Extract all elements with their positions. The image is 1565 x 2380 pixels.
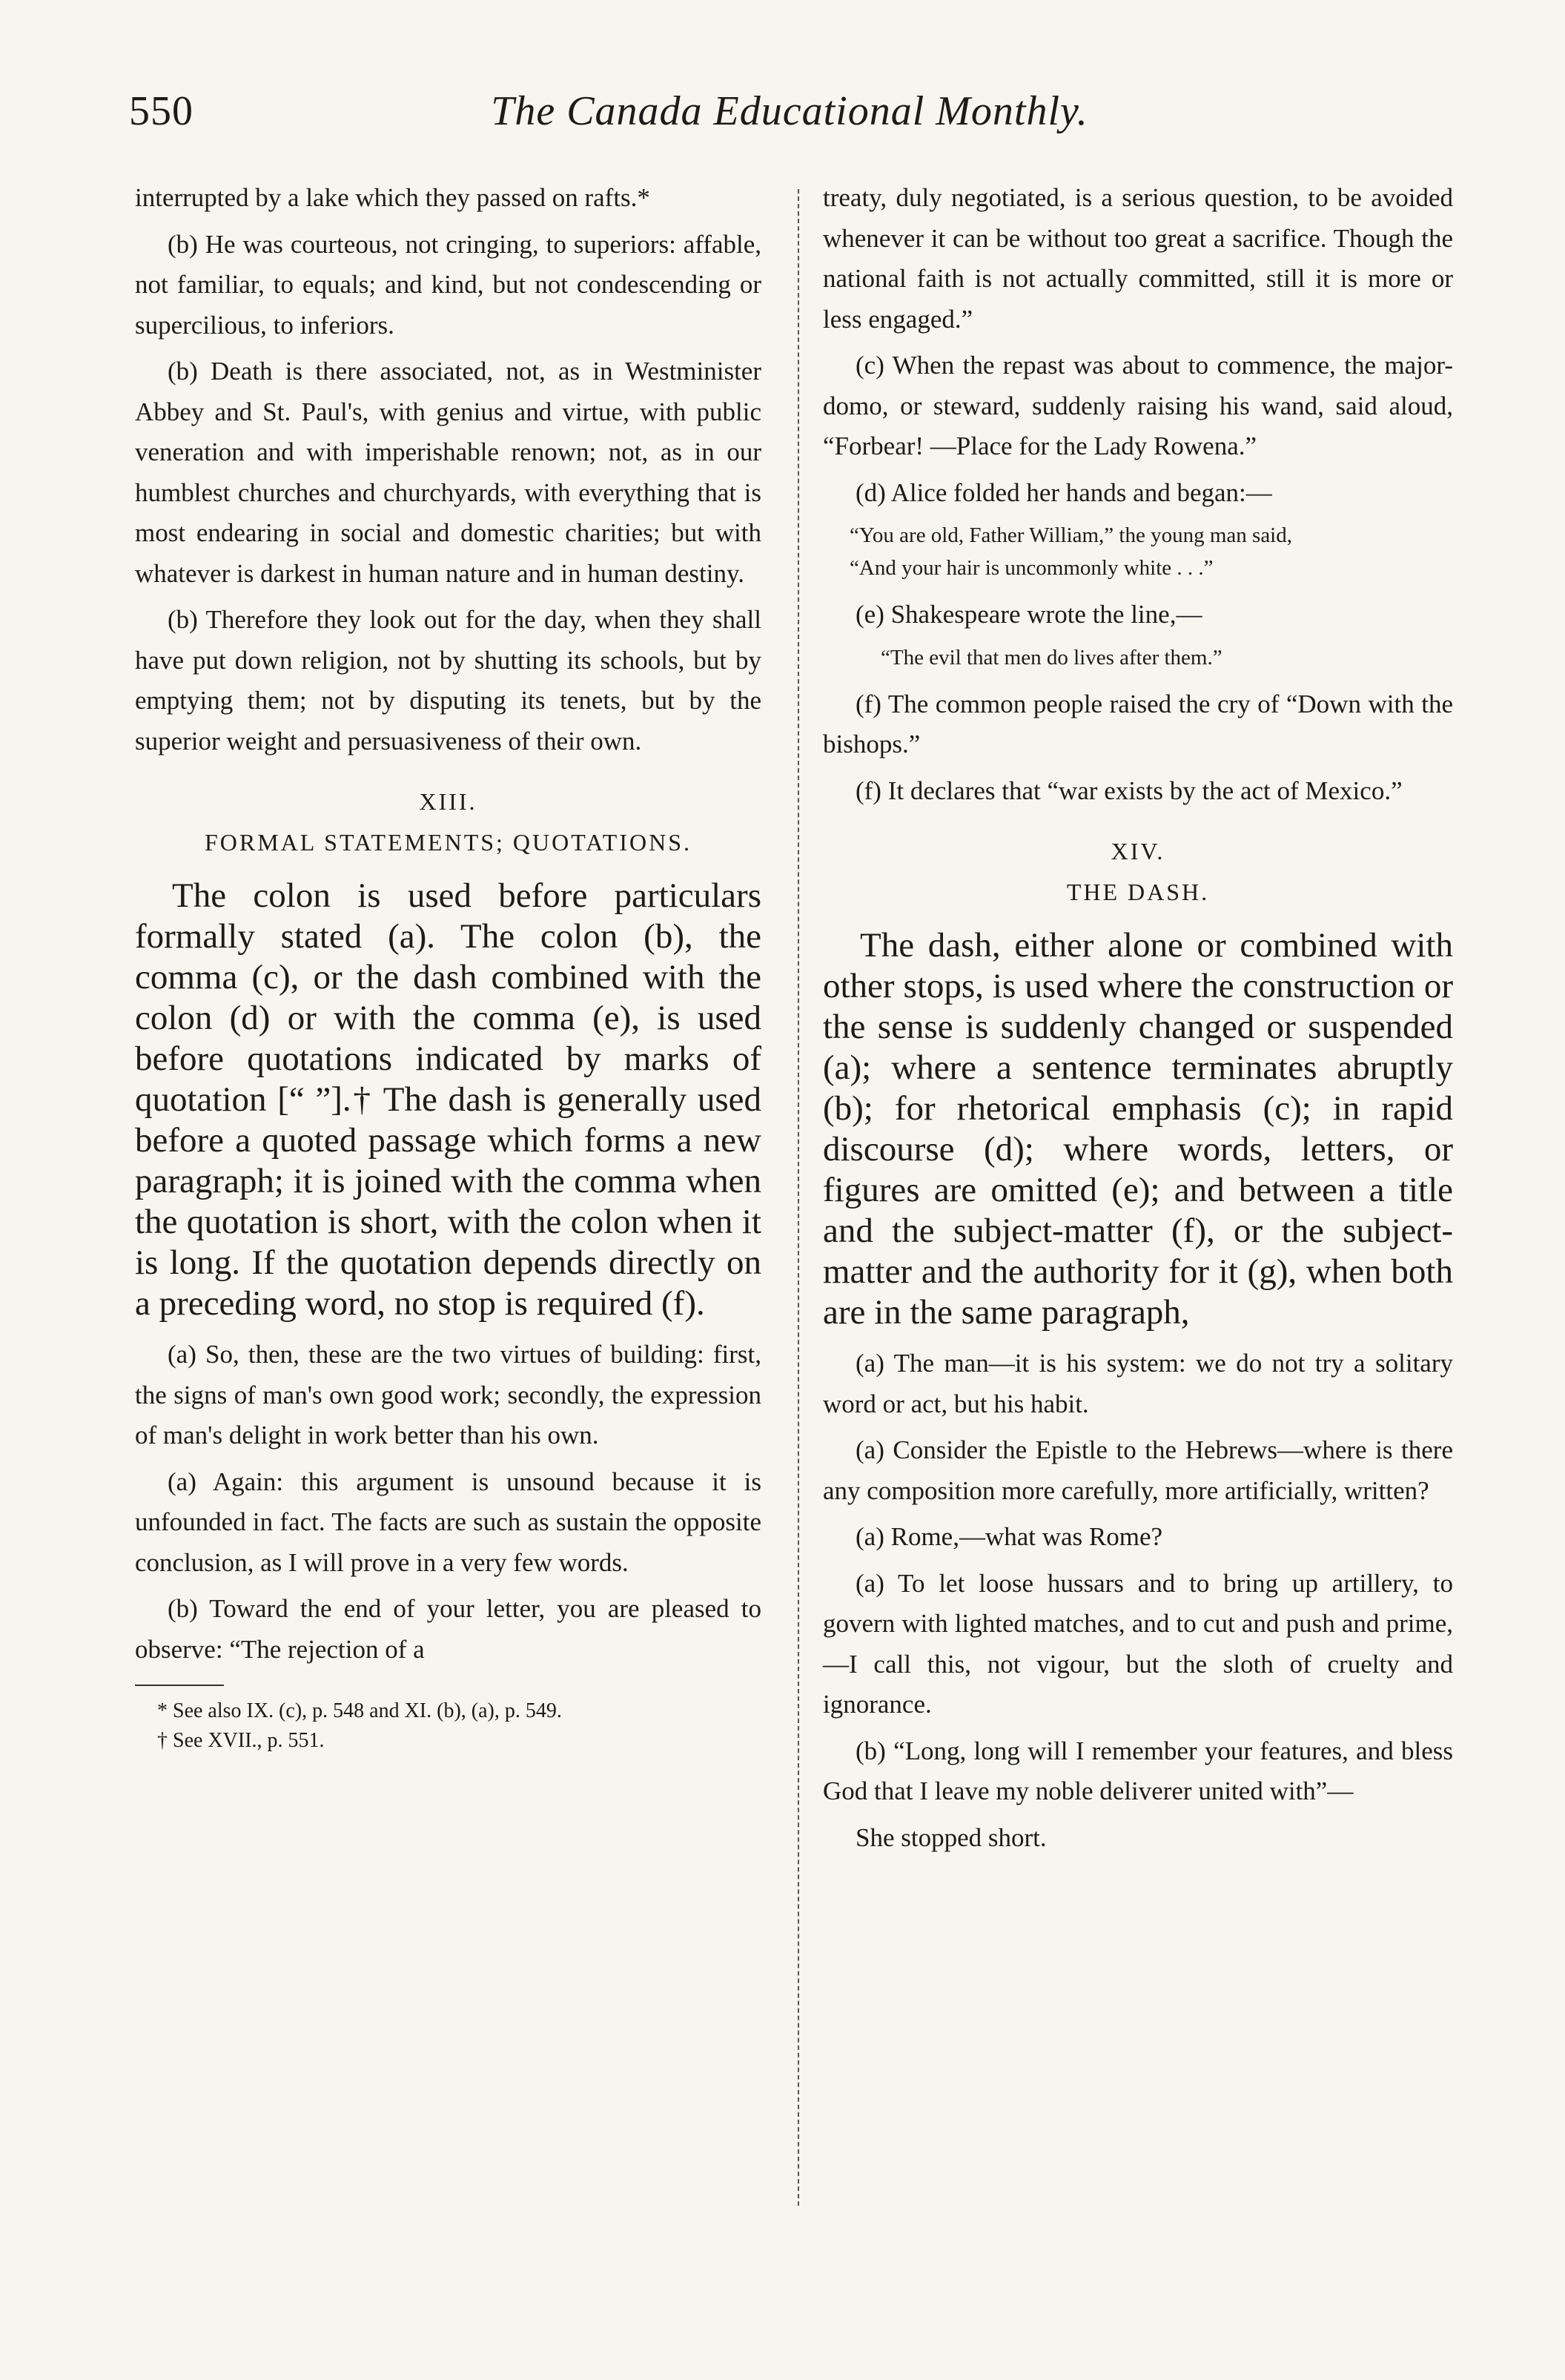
section-number: XIV.: [1111, 838, 1165, 865]
example-paragraph: (b) “Long, long will I remember your features, and bless God that I leave my noble deliverer united with”—: [823, 1736, 1453, 1805]
paragraph: (b) Death is there associated, not, as in Westminister Abbey and St. Paul's, with genius and virtue, with public veneration and with imperishable renown; not, as in our humblest churches and churchyards, with everything that is most endearing in social and domestic charities; but with whatever is darkest in human nature and in human destiny.: [135, 357, 761, 588]
section-heading: FORMAL STATEMENTS; QUOTATIONS.: [204, 829, 692, 856]
paragraph: treaty, duly negotiated, is a serious question, to be avoided whenever it can be without too great a sacrifice. Though the national faith is not actually committed, still it is more or less engaged.”: [823, 183, 1453, 334]
example-paragraph: (b) Toward the end of your letter, you are pleased to observe: “The rejection of a: [135, 1594, 761, 1664]
verse-quote: “And your hair is uncommonly white . . .”: [850, 556, 1214, 580]
page-number: 550: [129, 88, 193, 134]
column-divider: [798, 189, 799, 2206]
section-heading: THE DASH.: [1066, 879, 1210, 905]
example-paragraph: (a) The man—it is his system: we do not try a solitary word or act, but his habit.: [823, 1349, 1453, 1418]
paragraph: (b) He was courteous, not cringing, to superiors: affable, not familiar, to equals; and kind, but not condescending or supercilious, to inferiors.: [135, 229, 761, 340]
left-column: [135, 178, 761, 1756]
paragraph: (f) The common people raised the cry of “Down with the bishops.”: [823, 689, 1453, 758]
footnote: † See XVII., p. 551.: [157, 1729, 325, 1752]
paragraph: (d) Alice folded her hands and began:—: [856, 477, 1272, 507]
paragraph: interrupted by a lake which they passed on rafts.*: [135, 183, 650, 212]
footnote: * See also IX. (c), p. 548 and XI. (b), (a), p. 549.: [157, 1699, 562, 1722]
verse-quote: “The evil that men do lives after them.”: [881, 645, 1222, 670]
lead-paragraph: The dash, either alone or combined with other stops, is used where the construction or the sense is suddenly changed or suspended (a); where a sentence terminates abruptly (b); for rhetorical emphasis (c); in rapid discourse (d); where words, letters, or figures are omitted (e); and between a title and the subject-matter (f), or the subject-matter and the authority for it (g), when both are in the same paragraph,: [823, 926, 1453, 1332]
paragraph: (f) It declares that “war exists by the act of Mexico.”: [856, 776, 1403, 805]
right-column: [823, 178, 1453, 1864]
example-paragraph: (a) To let loose hussars and to bring up artillery, to govern with lighted matches, and to cut and push and prime,—I call this, not vigour, but the sloth of cruelty and ignorance.: [823, 1568, 1453, 1719]
paragraph: (b) Therefore they look out for the day, when they shall have put down religion, not by shutting its schools, but by emptying them; not by disputing its tenets, but by the superior weight and persuasiveness of their own.: [135, 605, 761, 756]
lead-paragraph: The colon is used before particulars formally stated (a). The colon (b), the comma (c), or the dash combined with the colon (d) or with the comma (e), is used before quotations indicated by marks of quotation [“ ”].† The dash is generally used before a quoted passage which forms a new paragraph; it is joined with the comma when the quotation is short, with the colon when it is long. If the quotation depends directly on a preceding word, no stop is required (f).: [135, 876, 761, 1323]
example-paragraph: She stopped short.: [856, 1822, 1047, 1852]
example-paragraph: (a) Rome,—what was Rome?: [856, 1522, 1163, 1551]
example-paragraph: (a) Consider the Epistle to the Hebrews—where is there any composition more carefully, more artificially, written?: [823, 1435, 1453, 1505]
section-number: XIII.: [419, 788, 477, 815]
verse-quote: “You are old, Father William,” the young man said,: [850, 523, 1292, 547]
footnote-rule: [135, 1685, 224, 1686]
example-paragraph: (a) Again: this argument is unsound because it is unfounded in fact. The facts are such as sustain the opposite conclusion, as I will prove in a very few words.: [135, 1467, 761, 1577]
running-title: The Canada Educational Monthly.: [491, 88, 1088, 134]
page-header: [111, 87, 1468, 147]
paragraph: (e) Shakespeare wrote the line,—: [856, 600, 1202, 629]
paragraph: (c) When the repast was about to commence, the major-domo, or steward, suddenly raising his wand, said aloud, “Forbear! —Place for the Lady Rowena.”: [823, 351, 1453, 460]
example-paragraph: (a) So, then, these are the two virtues of building: first, the signs of man's own good work; secondly, the expression of man's delight in work better than his own.: [135, 1340, 761, 1450]
